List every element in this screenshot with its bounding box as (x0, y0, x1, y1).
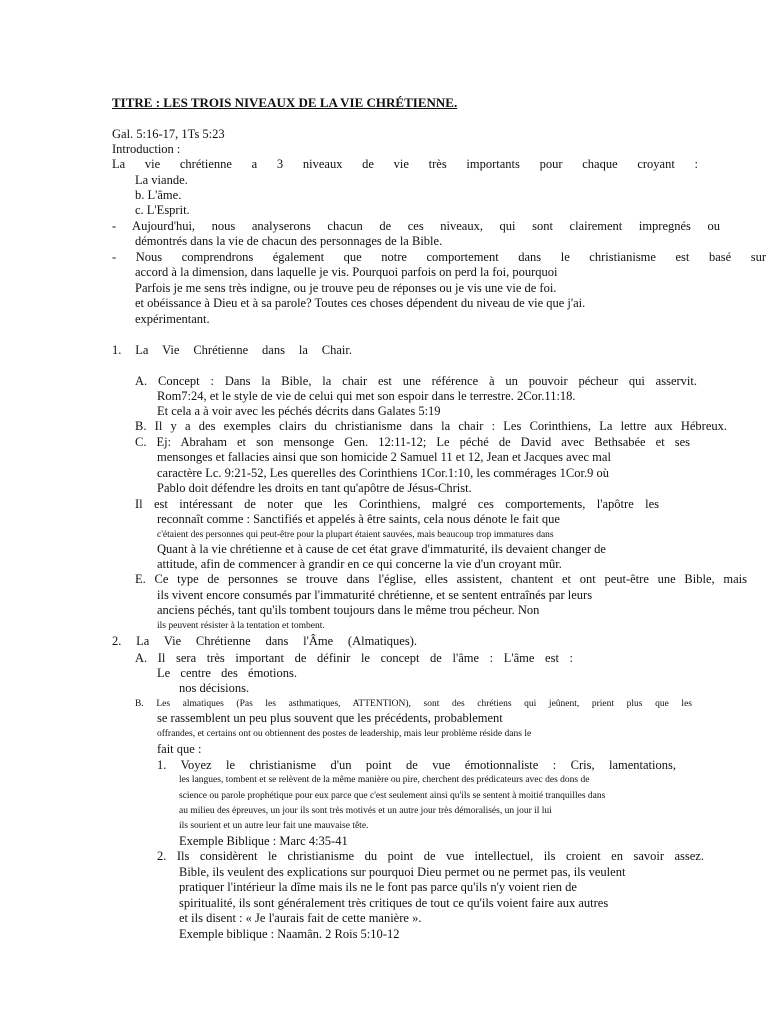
text-line: A. Concept : Dans la Bible, la chair est une référence à un pouvoir pécheur qui asservit. (135, 374, 697, 388)
text-line: fait que : (157, 742, 202, 756)
text-line: - Aujourd'hui, nous analyserons chacun de ces niveaux, qui sont clairement impregnés ou (112, 219, 720, 233)
text-line: pratiquer l'intérieur la dîme mais ils ne le font pas parce qu'ils n'y voient rien de (179, 880, 577, 894)
introduction-heading: Introduction : (112, 142, 181, 156)
text-line: Bible, ils veulent des explications sur pourquoi Dieu permet ou ne permet pas, ils veulent (179, 865, 626, 879)
text-line: Quant à la vie chrétienne et à cause de cet état grave d'immaturité, ils devaient changer de (157, 542, 606, 556)
text-line: Il est intéressant de noter que les Corinthiens, malgré ces comportements, l'apôtre les (135, 497, 659, 511)
text-line: et obéissance à Dieu et à sa parole? Toutes ces choses dépendent du niveau de vie que j'ai. (135, 296, 586, 310)
small-text-line: offrandes, et certains ont ou obtiennent des postes de leadership, mais leur problème réside dans le (157, 729, 532, 739)
small-text-line: ils peuvent résister à la tentation et tombent. (157, 621, 325, 631)
text-line: B. Il y a des exemples clairs du christianisme dans la chair : Les Corinthiens, La lettre aux Hébreux. (135, 419, 727, 433)
text-line: Rom7:24, et le style de vie de celui qui met son espoir dans le terrestre. 2Cor.11:18. (157, 389, 576, 403)
list-item: c. L'Esprit. (135, 203, 190, 217)
list-item: b. L'âme. (135, 188, 182, 202)
text-line: ils vivent encore consumés par l'immaturité chrétienne, et se sentent entraînés par leurs (157, 588, 593, 602)
text-line: se rassemblent un peu plus souvent que les précédents, probablement (157, 711, 503, 725)
text-line: mensonges et fallacies ainsi que son homicide 2 Samuel 11 et 12, Jean et Jacques avec mal (157, 450, 611, 464)
scripture-reference: Gal. 5:16-17, 1Ts 5:23 (112, 127, 225, 141)
text-line: reconnaît comme : Sanctifiés et appelés à être saints, cela nous dénote le fait que (157, 512, 560, 526)
text-line: 1. Voyez le christianisme d'un point de vue émotionnaliste : Cris, lamentations, (157, 758, 676, 772)
text-line: caractère Lc. 9:21-52, Les querelles des Corinthiens 1Cor.1:10, les commérages 1Cor.9 où (157, 466, 609, 480)
small-text-line: ils sourient et un autre leur fait une mauvaise tête. (179, 821, 369, 831)
section-heading: 1. La Vie Chrétienne dans la Chair. (112, 343, 352, 357)
text-line: et ils disent : « Je l'aurais fait de cette manière ». (179, 911, 422, 925)
text-line: spiritualité, ils sont généralement très critiques de tout ce qu'ils voient faire aux autres (179, 896, 609, 910)
text-line: 2. Ils considèrent le christianisme du point de vue intellectuel, ils croient en savoir assez. (157, 849, 704, 863)
small-text-line: B. Les almatiques (Pas les asthmatiques, ATTENTION), sont des chrétiens qui jeûnent, prient plus que les (135, 699, 692, 709)
text-line: Exemple biblique : Naamân. 2 Rois 5:10-12 (179, 927, 400, 941)
text-line: attitude, afin de commencer à grandir en ce qui concerne la vie d'un croyant mûr. (157, 557, 562, 571)
text-line: A. Il sera très important de définir le concept de l'âme : L'âme est : (135, 651, 573, 665)
small-text-line: au milieu des épreuves, un jour ils sont très motivés et un autre jour très démoralisés, un jour il lui (179, 806, 552, 816)
document-title: TITRE : LES TROIS NIVEAUX DE LA VIE CHRÉTIENNE. (112, 95, 458, 110)
text-line: Le centre des émotions. (157, 666, 297, 680)
text-line: Exemple Biblique : Marc 4:35-41 (179, 834, 348, 848)
text-line: C. Ej: Abraham et son mensonge Gen. 12:11-12; Le péché de David avec Bethsabée et ses (135, 435, 690, 449)
section-heading: 2. La Vie Chrétienne dans l'Âme (Almatiques). (112, 634, 417, 648)
small-text-line: les langues, tombent et se relèvent de la même manière ou pire, cherchent des prédicateurs avec des dons de (179, 775, 590, 785)
text-line: nos décisions. (179, 681, 250, 695)
text-line: - Nous comprendrons également que notre comportement dans le christianisme est basé sur (112, 250, 766, 264)
text-line: Et cela a à voir avec les péchés décrits dans Galates 5:19 (157, 404, 441, 418)
text-line: accord à la dimension, dans laquelle je vis. Pourquoi parfois on perd la foi, pourquoi (135, 265, 558, 279)
text-line: démontrés dans la vie de chacun des personnages de la Bible. (135, 234, 443, 248)
list-item: La viande. (135, 173, 188, 187)
small-text-line: science ou parole prophétique pour eux parce que c'est seulement ainsi qu'ils se sentent à moitié tranquilles dans (179, 791, 606, 801)
text-line: E. Ce type de personnes se trouve dans l'église, elles assistent, chantent et ont peut-être une Bible, mais (135, 572, 747, 586)
text-line: anciens péchés, tant qu'ils tombent toujours dans le même trou pécheur. Non (157, 603, 540, 617)
text-line: La vie chrétienne a 3 niveaux de vie très importants pour chaque croyant : (112, 157, 698, 171)
small-text-line: c'étaient des personnes qui peut-être pour la plupart étaient sauvées, mais beaucoup trop immatures dans (157, 530, 554, 540)
text-line: Pablo doit défendre les droits en tant qu'apôtre de Jésus-Christ. (157, 481, 472, 495)
text-line: Parfois je me sens très indigne, ou je trouve peu de réponses ou je vis une vie de foi. (135, 281, 557, 295)
text-line: expérimentant. (135, 312, 210, 326)
